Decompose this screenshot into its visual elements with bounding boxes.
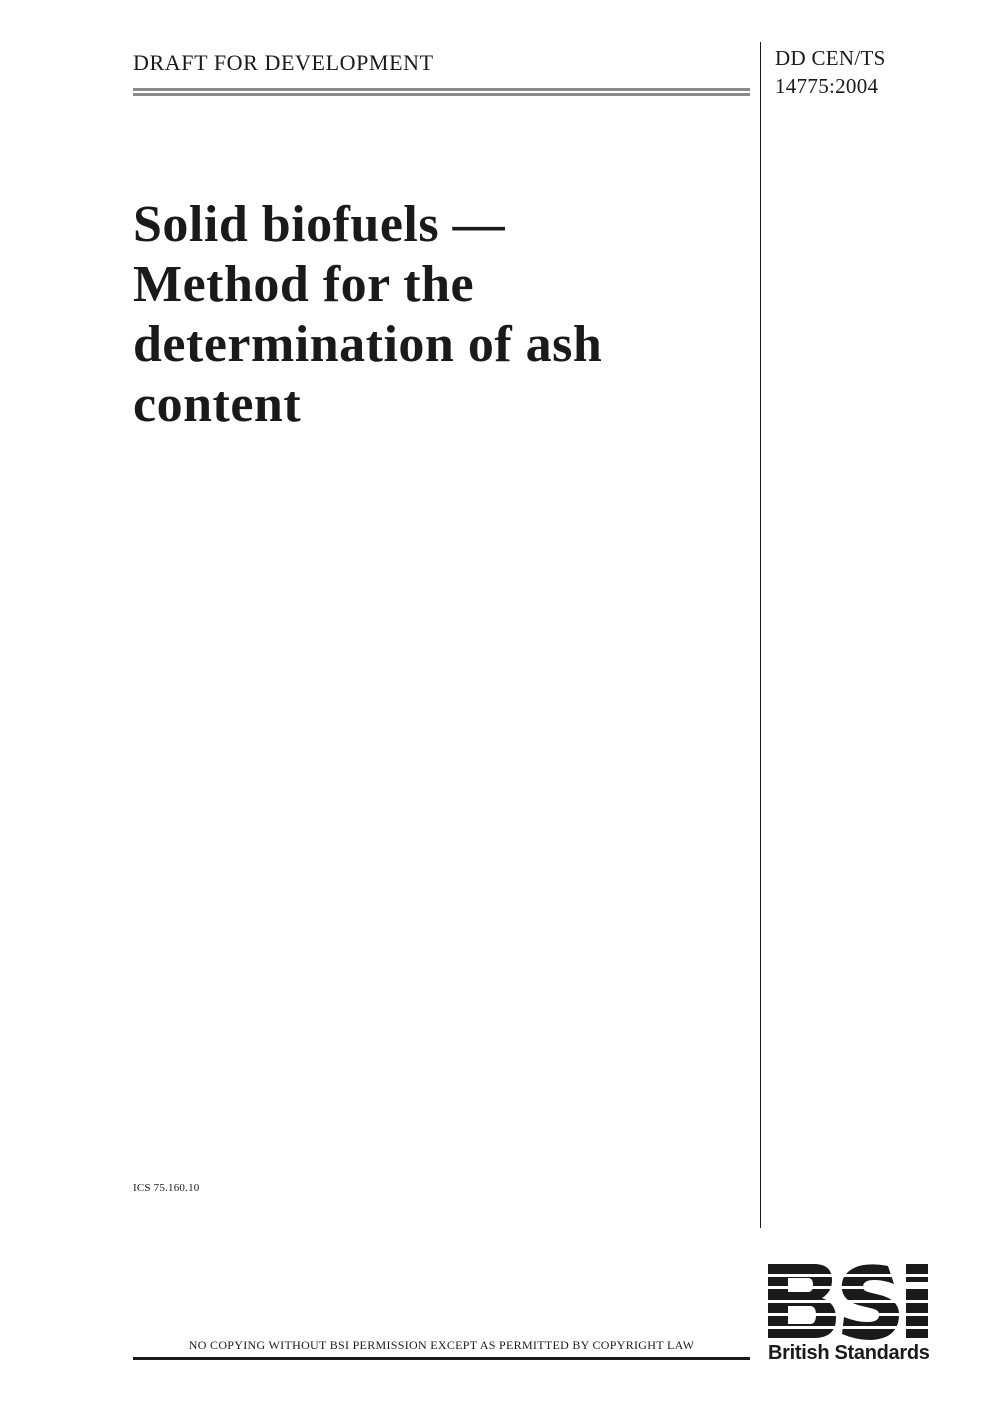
title-line: Solid biofuels — [133, 196, 506, 253]
footer-rule [133, 1357, 750, 1360]
ics-code: ICS 75.160.10 [133, 1182, 200, 1194]
doc-ref-line-2: 14775:2004 [775, 74, 879, 98]
bsi-tagline: British Standards [768, 1342, 930, 1364]
bsi-logo-mark [766, 1262, 944, 1340]
document-title [133, 195, 733, 435]
document-reference [775, 44, 886, 100]
title-line: Method for the [133, 256, 475, 313]
header-rule [133, 88, 750, 98]
title-line: determination of ash [133, 316, 603, 373]
doc-ref-line-1: DD CEN/TS [775, 46, 886, 70]
vertical-divider [760, 42, 761, 1228]
draft-label: DRAFT FOR DEVELOPMENT [133, 50, 434, 75]
title-line: content [133, 376, 302, 433]
copyright-notice: NO COPYING WITHOUT BSI PERMISSION EXCEPT AS PERMITTED BY COPYRIGHT LAW [188, 1338, 695, 1352]
